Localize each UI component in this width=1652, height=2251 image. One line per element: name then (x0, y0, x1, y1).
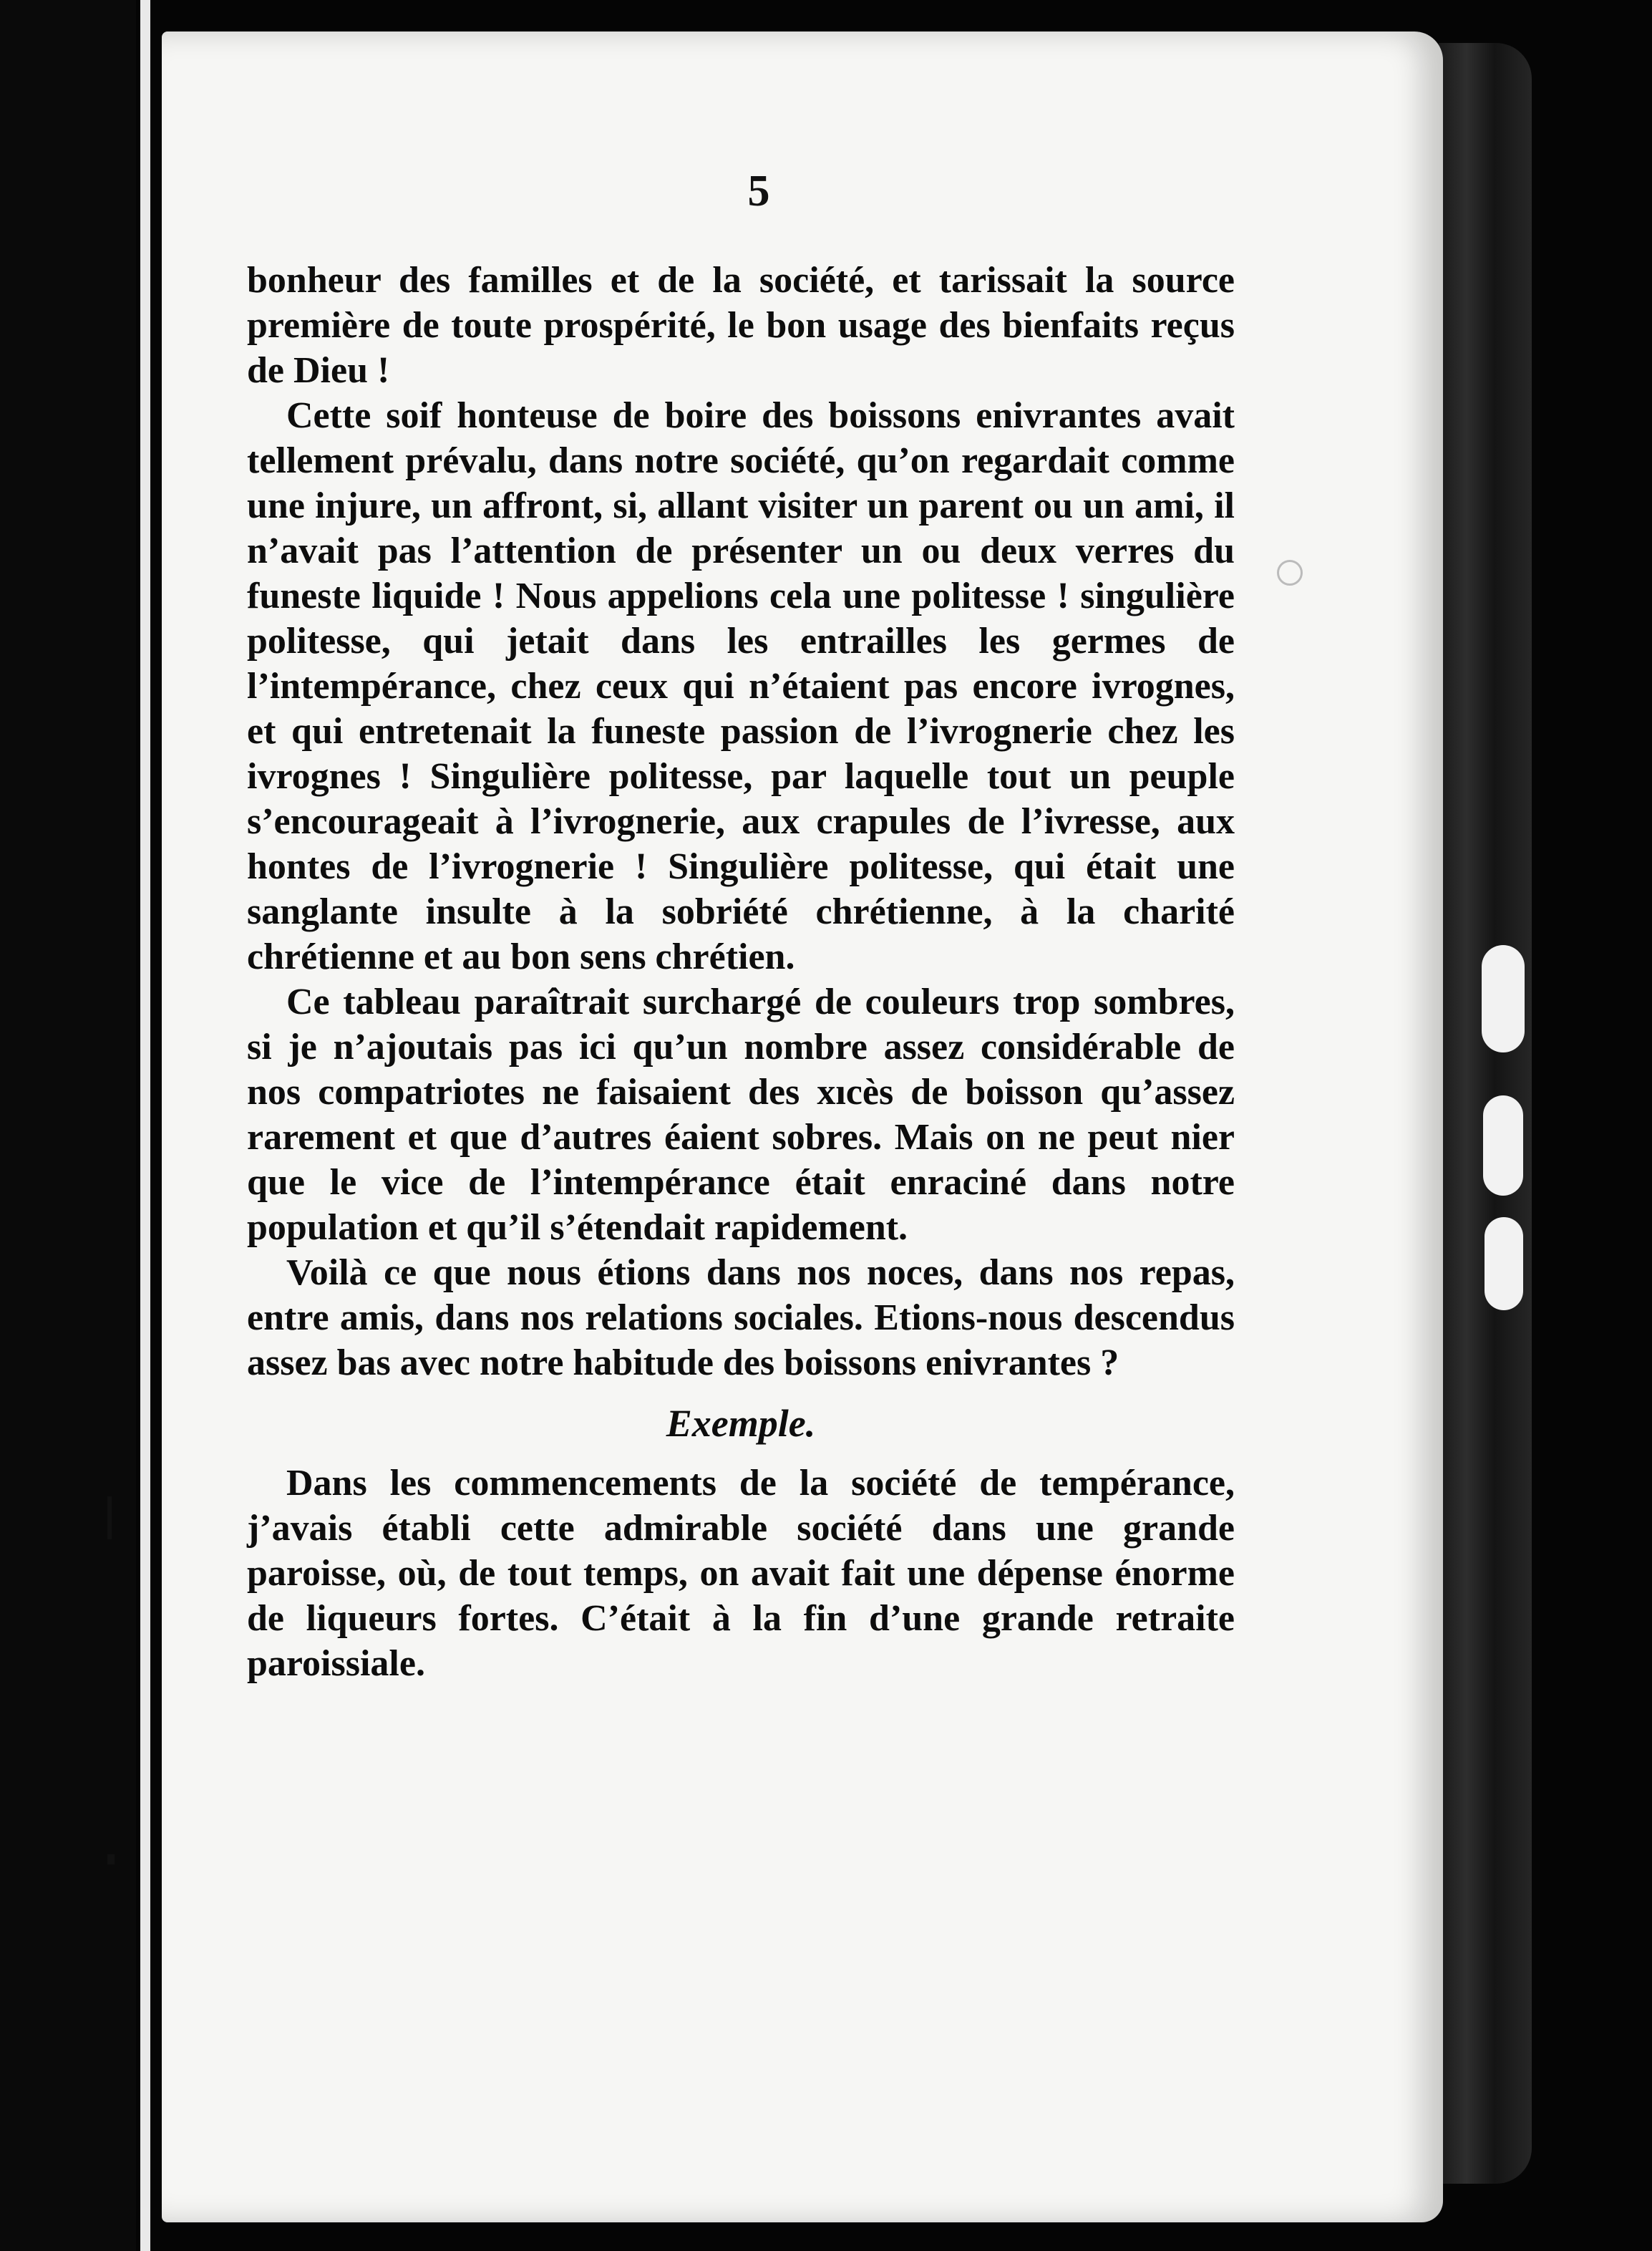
section-heading: Exemple. (666, 1402, 816, 1445)
margin-pencil-mark (107, 1496, 112, 1539)
bleed-through-circle (1277, 560, 1303, 586)
spine-label-mark (1483, 1095, 1523, 1196)
book-spine (1439, 43, 1532, 2184)
paragraph: Ce tableau paraîtrait surchargé de couleurs trop sombres, si je n’ajoutais pas ici qu’un nombre assez considérable de nos compatriotes ne faisaient des xıcès de boisson qu’assez rarement et que d’autres éaient sobres. Mais on ne peut nier que le vice de l’intempérance était enraciné dans notre population et qu’il s’étendait rapidement. (247, 982, 1235, 1248)
paragraph: Dans les commencements de la société de tempérance, j’avais établi cette admirable société dans une grande paroisse, où, de tout temps, on avait fait une dépense énorme de liqueurs fortes. C’était à la fin d’une grande retraite paroissiale. (247, 1463, 1235, 1684)
page-number: 5 (747, 167, 770, 216)
paragraph: bonheur des familles et de la société, et tarissait la source première de toute prospérité, le bon usage des bienfaits reçus de Dieu ! (247, 260, 1235, 391)
paragraph: Voilà ce que nous étions dans nos noces, dans nos repas, entre amis, dans nos relations sociales. Etions-nous descendus assez bas avec notre habitude des boissons enivrantes ? (247, 1252, 1235, 1383)
spine-label-mark (1482, 945, 1525, 1052)
paragraph: Cette soif honteuse de boire des boissons enivrantes avait tellement prévalu, dans notre société, qu’on regardait comme une injure, un affront, si, allant visiter un parent ou un ami, il n’avait pas l’attention de présenter un ou deux verres du funeste liquide ! Nous appelions cela une politesse ! singulière politesse, qui jetait dans les entrailles les germes de l’intempérance, chez ceux qui n’étaient pas encore ivrognes, et qui entretenait la funeste passion de l’ivrognerie chez les ivrognes ! Singulière politesse, par laquelle tout un peuple s’encourageait à l’ivrognerie, aux crapules de l’ivresse, aux hontes de l’ivrognerie ! Singulière politesse, qui était une sanglante insulte à la sobriété chrétienne, à la charité chrétienne et au bon sens chrétien. (247, 395, 1235, 977)
previous-page-edge (0, 0, 136, 2251)
spine-label-mark (1485, 1217, 1523, 1310)
previous-page-margin (140, 0, 150, 2251)
page-body-text (247, 258, 1235, 1686)
margin-pencil-mark (107, 1854, 115, 1864)
